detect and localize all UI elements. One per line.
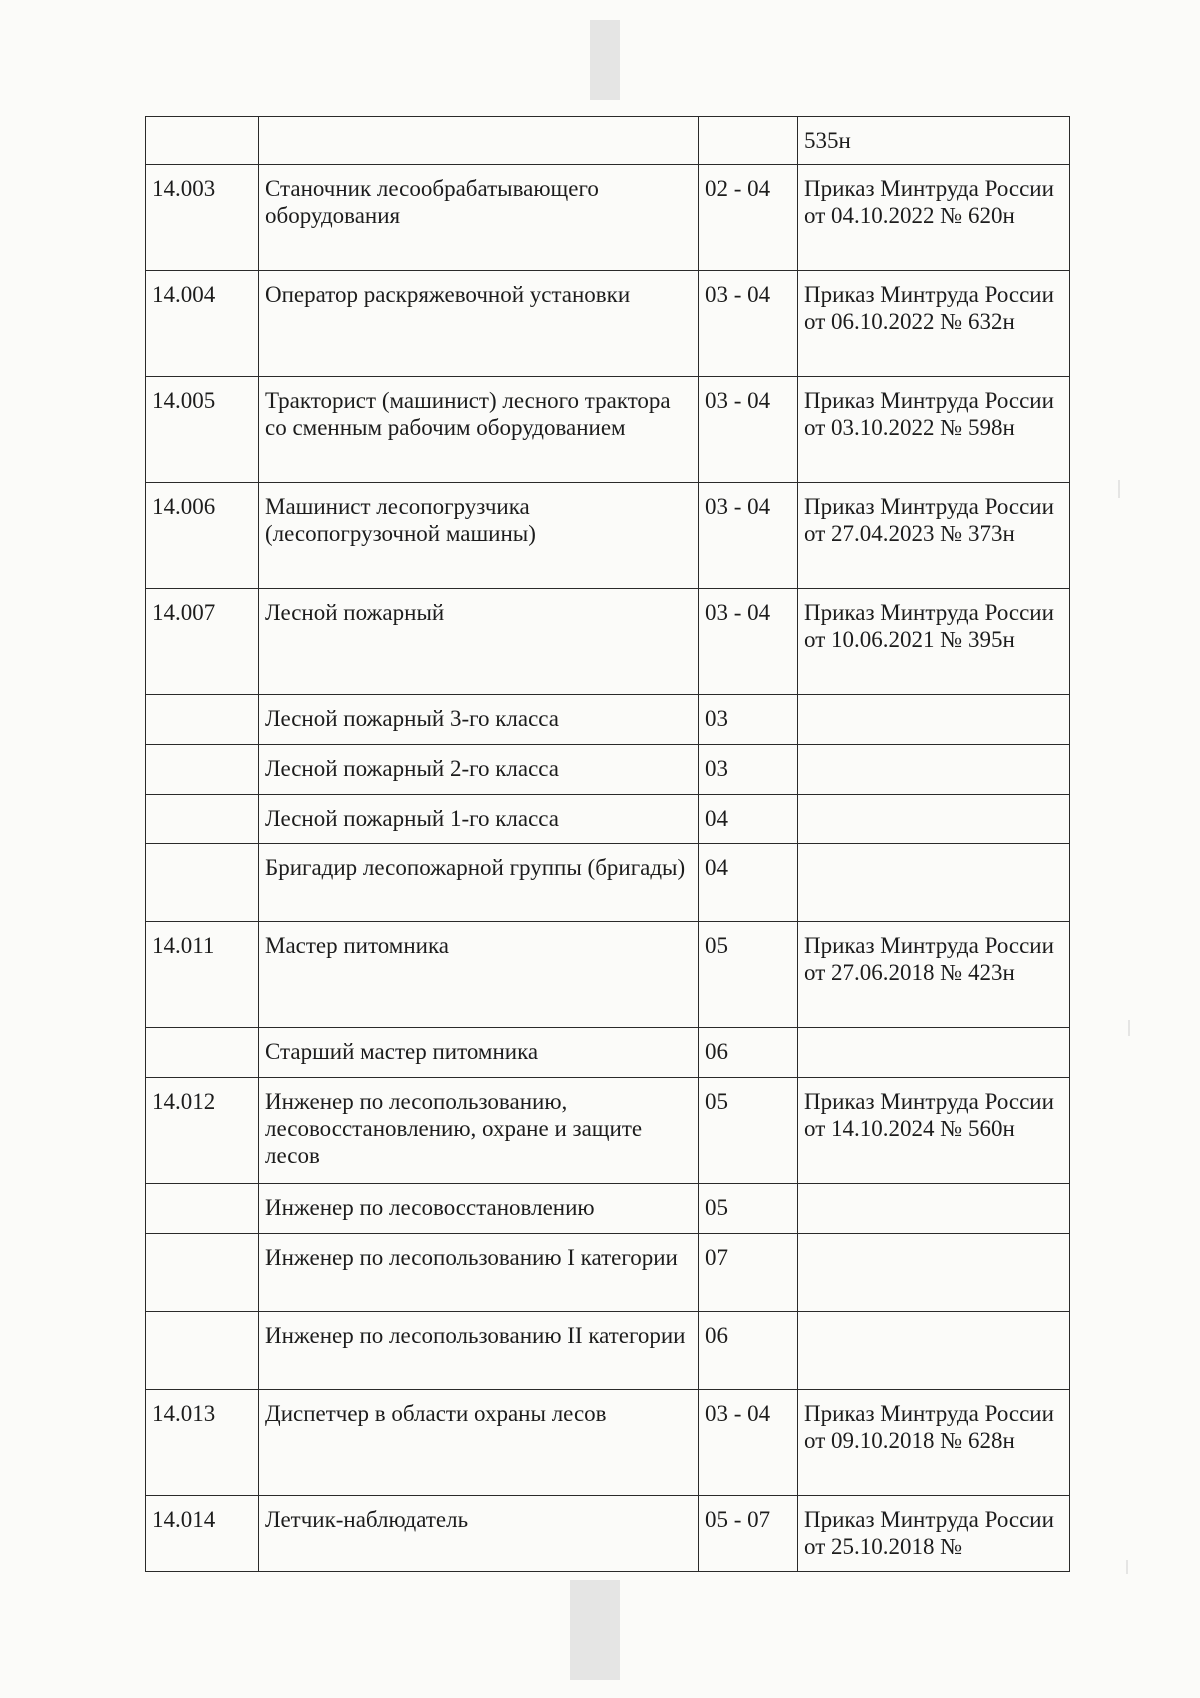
name-cell: Летчик-наблюдатель [259, 1496, 699, 1572]
code-cell: 14.014 [146, 1496, 259, 1572]
table-row [146, 271, 1070, 377]
name-cell: Инженер по лесопользованию II категории [259, 1312, 699, 1390]
document-cell [798, 1028, 1070, 1078]
document-cell: Приказ Минтруда России от 06.10.2022 № 632н [798, 271, 1070, 377]
level-cell [699, 117, 798, 165]
scan-artifact [1118, 480, 1120, 498]
name-cell: Инженер по лесопользованию, лесовосстановлению, охране и защите лесов [259, 1078, 699, 1184]
name-cell: Инженер по лесовосстановлению [259, 1184, 699, 1234]
code-cell [146, 795, 259, 844]
level-cell: 04 [699, 795, 798, 844]
code-cell [146, 844, 259, 922]
name-cell: Бригадир лесопожарной группы (бригады) [259, 844, 699, 922]
document-cell: Приказ Минтруда России от 03.10.2022 № 598н [798, 377, 1070, 483]
table-row [146, 483, 1070, 589]
level-cell: 05 - 07 [699, 1496, 798, 1572]
level-cell: 03 - 04 [699, 1390, 798, 1496]
table-row [146, 795, 1070, 844]
table-row [146, 1390, 1070, 1496]
level-cell: 03 - 04 [699, 271, 798, 377]
scan-artifact [590, 20, 620, 100]
level-cell: 04 [699, 844, 798, 922]
table-row [146, 117, 1070, 165]
scan-artifact [1126, 1560, 1128, 1574]
name-cell: Станочник лесообрабатывающего оборудования [259, 165, 699, 271]
scan-artifact [1128, 1020, 1130, 1036]
code-cell: 14.005 [146, 377, 259, 483]
level-cell: 03 - 04 [699, 483, 798, 589]
name-cell: Тракторист (машинист) лесного трактора со сменным рабочим оборудованием [259, 377, 699, 483]
table-row [146, 922, 1070, 1028]
name-cell: Инженер по лесопользованию I категории [259, 1234, 699, 1312]
name-cell: Лесной пожарный 2-го класса [259, 745, 699, 795]
document-cell [798, 1184, 1070, 1234]
document-cell [798, 745, 1070, 795]
document-cell: Приказ Минтруда России от 10.06.2021 № 395н [798, 589, 1070, 695]
table-row [146, 1496, 1070, 1572]
code-cell [146, 117, 259, 165]
code-cell: 14.011 [146, 922, 259, 1028]
table-row [146, 745, 1070, 795]
table-row [146, 1028, 1070, 1078]
level-cell: 06 [699, 1028, 798, 1078]
document-cell: Приказ Минтруда России от 14.10.2024 № 560н [798, 1078, 1070, 1184]
name-cell: Машинист лесопогрузчика (лесопогрузочной машины) [259, 483, 699, 589]
scan-artifact [570, 1580, 620, 1680]
table-row [146, 1078, 1070, 1184]
level-cell: 03 [699, 745, 798, 795]
name-cell: Лесной пожарный 3-го класса [259, 695, 699, 745]
code-cell [146, 1234, 259, 1312]
level-cell: 05 [699, 1078, 798, 1184]
document-cell: Приказ Минтруда России от 27.06.2018 № 423н [798, 922, 1070, 1028]
code-cell: 14.007 [146, 589, 259, 695]
name-cell: Мастер питомника [259, 922, 699, 1028]
document-cell [798, 844, 1070, 922]
level-cell: 03 [699, 695, 798, 745]
document-cell: Приказ Минтруда России от 04.10.2022 № 620н [798, 165, 1070, 271]
table-row [146, 589, 1070, 695]
professions-table [145, 116, 1070, 1572]
document-cell: Приказ Минтруда России от 25.10.2018 № [798, 1496, 1070, 1572]
name-cell [259, 117, 699, 165]
table-row [146, 695, 1070, 745]
table-row [146, 165, 1070, 271]
name-cell: Старший мастер питомника [259, 1028, 699, 1078]
level-cell: 03 - 04 [699, 589, 798, 695]
document-cell [798, 1312, 1070, 1390]
code-cell: 14.013 [146, 1390, 259, 1496]
code-cell: 14.004 [146, 271, 259, 377]
code-cell [146, 695, 259, 745]
table-row [146, 377, 1070, 483]
level-cell: 07 [699, 1234, 798, 1312]
code-cell: 14.006 [146, 483, 259, 589]
document-cell: Приказ Минтруда России от 09.10.2018 № 628н [798, 1390, 1070, 1496]
code-cell [146, 745, 259, 795]
name-cell: Диспетчер в области охраны лесов [259, 1390, 699, 1496]
table-row [146, 1234, 1070, 1312]
table-row [146, 1184, 1070, 1234]
table-row [146, 1312, 1070, 1390]
document-cell [798, 1234, 1070, 1312]
document-cell [798, 795, 1070, 844]
name-cell: Лесной пожарный [259, 589, 699, 695]
code-cell [146, 1184, 259, 1234]
level-cell: 05 [699, 1184, 798, 1234]
document-cell: 535н [798, 117, 1070, 165]
table-row [146, 844, 1070, 922]
code-cell [146, 1312, 259, 1390]
document-cell [798, 695, 1070, 745]
table-body [146, 117, 1070, 1572]
level-cell: 03 - 04 [699, 377, 798, 483]
name-cell: Оператор раскряжевочной установки [259, 271, 699, 377]
level-cell: 05 [699, 922, 798, 1028]
document-cell: Приказ Минтруда России от 27.04.2023 № 373н [798, 483, 1070, 589]
code-cell [146, 1028, 259, 1078]
code-cell: 14.003 [146, 165, 259, 271]
level-cell: 02 - 04 [699, 165, 798, 271]
code-cell: 14.012 [146, 1078, 259, 1184]
level-cell: 06 [699, 1312, 798, 1390]
name-cell: Лесной пожарный 1-го класса [259, 795, 699, 844]
